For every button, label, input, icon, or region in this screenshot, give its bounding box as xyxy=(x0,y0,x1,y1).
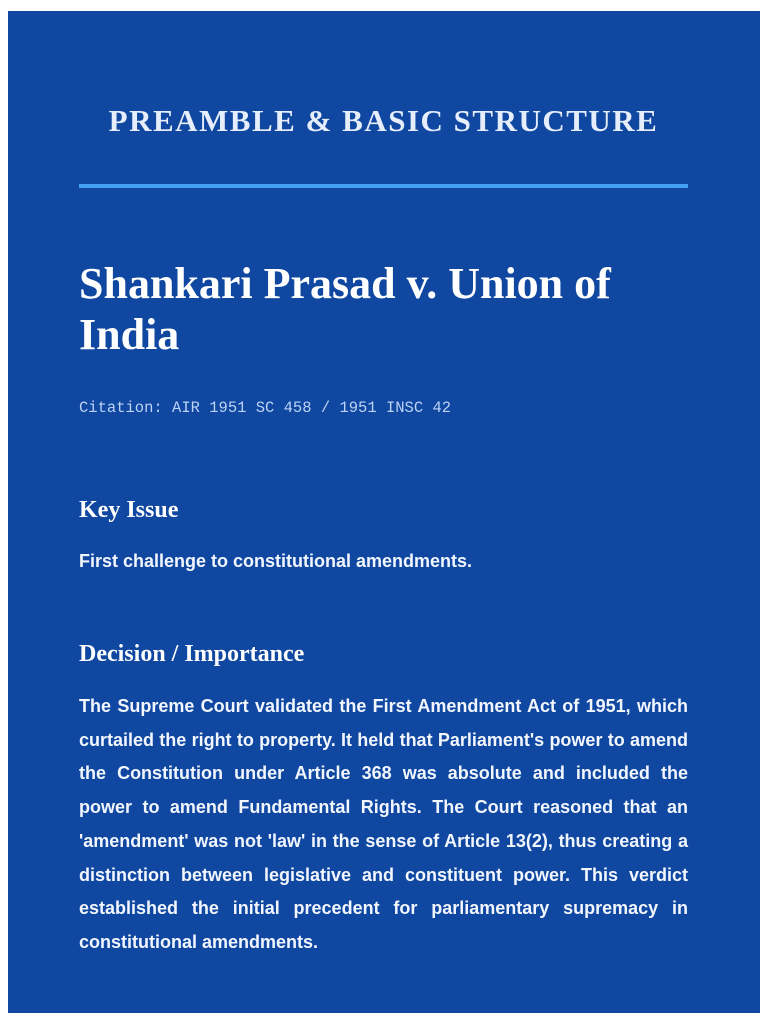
case-card xyxy=(8,11,760,1013)
decision-heading: Decision / Importance xyxy=(79,641,305,667)
case-title: Shankari Prasad v. Union of India xyxy=(79,259,611,359)
decision-text: The Supreme Court validated the First Amendment Act of 1951, which curtailed the right to property. It held that Parliament's power to amend the Constitution under Article 368 was absolute and included the power to amend Fundamental Rights. The Court reasoned that an 'amendment' was not 'law' in the sense of Article 13(2), thus creating a distinction between legislative and constituent power. This verdict established the initial precedent for parliamentary supremacy in constitutional amendments. xyxy=(79,696,688,952)
case-citation: Citation: AIR 1951 SC 458 / 1951 INSC 42 xyxy=(79,399,452,417)
section-label: PREAMBLE & BASIC STRUCTURE xyxy=(108,103,659,138)
section-divider xyxy=(79,184,688,188)
key-issue-heading: Key Issue xyxy=(79,497,179,523)
key-issue-text: First challenge to constitutional amendments. xyxy=(79,551,473,571)
